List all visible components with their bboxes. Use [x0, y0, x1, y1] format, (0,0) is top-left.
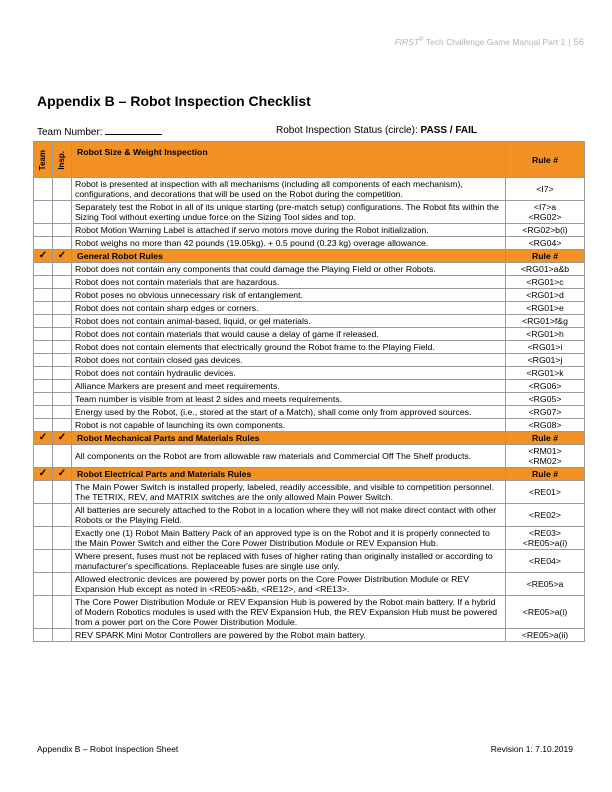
requirement-text: Robot does not contain animal-based, liquid, or gel materials.: [72, 315, 506, 328]
checklist-row: [34, 573, 585, 596]
insp-column-header: [53, 142, 72, 178]
rule-reference: <RG04>: [506, 237, 585, 250]
team-checkbox[interactable]: [34, 237, 53, 250]
requirement-text: Exactly one (1) Robot Main Battery Pack of an approved type is on the Robot and it is properly connected to the Main Power Switch and either the Core Power Distribution Module or REV Expansion Hub.: [72, 527, 506, 550]
checklist-row: [34, 380, 585, 393]
team-checkbox[interactable]: [34, 315, 53, 328]
rule-reference: <RG01>i: [506, 341, 585, 354]
section-title: Robot Size & Weight Inspection: [72, 142, 506, 178]
team-checkbox[interactable]: [34, 527, 53, 550]
team-checkbox[interactable]: [34, 445, 53, 468]
checklist-row: [34, 504, 585, 527]
checklist-row: [34, 276, 585, 289]
rule-reference: <RG06>: [506, 380, 585, 393]
team-checkbox[interactable]: [34, 380, 53, 393]
checklist-row: [34, 354, 585, 367]
rule-reference: <RE04>: [506, 550, 585, 573]
requirement-text: Robot Motion Warning Label is attached if servo motors move during the Robot initialization.: [72, 224, 506, 237]
insp-checkbox[interactable]: [53, 629, 72, 642]
rule-reference: <RG01>k: [506, 367, 585, 380]
requirement-text: All components on the Robot are from allowable raw materials and Commercial Off The Shelf products.: [72, 445, 506, 468]
checklist-row: [34, 302, 585, 315]
rule-reference: <RG01>f&g: [506, 315, 585, 328]
insp-checkbox[interactable]: [53, 354, 72, 367]
insp-checkbox[interactable]: [53, 341, 72, 354]
status-pass: PASS: [420, 125, 448, 136]
team-checkbox[interactable]: [34, 289, 53, 302]
checklist-row: [34, 393, 585, 406]
team-checkbox[interactable]: [34, 550, 53, 573]
team-number-label: Team Number:: [37, 127, 103, 138]
section-header: [34, 250, 585, 263]
inspection-status: [276, 125, 477, 136]
registered-mark: ®: [419, 37, 424, 44]
rule-reference: <RG01>d: [506, 289, 585, 302]
rule-reference: <RG01>j: [506, 354, 585, 367]
rule-reference: <RE05>a(ii): [506, 629, 585, 642]
requirement-text: REV SPARK Mini Motor Controllers are powered by the Robot main battery.: [72, 629, 506, 642]
team-checkbox[interactable]: [34, 178, 53, 201]
section-title: General Robot Rules: [72, 250, 506, 263]
rule-reference: <RE05>a: [506, 573, 585, 596]
insp-checkbox[interactable]: [53, 315, 72, 328]
section-header: [34, 468, 585, 481]
section-header: [34, 432, 585, 445]
checklist-row: [34, 481, 585, 504]
insp-checkbox[interactable]: [53, 201, 72, 224]
team-checkbox[interactable]: [34, 393, 53, 406]
team-checkbox[interactable]: [34, 276, 53, 289]
team-checkbox[interactable]: [34, 573, 53, 596]
checklist-row: [34, 178, 585, 201]
footer-document-name: Appendix B – Robot Inspection Sheet: [37, 744, 179, 754]
requirement-text: Energy used by the Robot, (i.e., stored at the start of a Match), shall come only from approved sources.: [72, 406, 506, 419]
insp-checkbox[interactable]: [53, 419, 72, 432]
insp-column-label: Insp.: [57, 150, 66, 170]
insp-checkbox[interactable]: [53, 550, 72, 573]
insp-checkbox[interactable]: [53, 504, 72, 527]
requirement-text: The Main Power Switch is installed properly, labeled, readily accessible, and visible to competition personnel. The TETRIX, REV, and MATRIX switches are the only allowed Main Power Switch.: [72, 481, 506, 504]
rule-reference: <RE03> <RE05>a(i): [506, 527, 585, 550]
insp-checkbox[interactable]: [53, 481, 72, 504]
checklist-row: [34, 367, 585, 380]
insp-checkbox[interactable]: [53, 178, 72, 201]
status-fail: FAIL: [455, 125, 478, 136]
checklist-row: [34, 550, 585, 573]
insp-check-mark: ✓: [53, 432, 72, 445]
team-checkbox[interactable]: [34, 419, 53, 432]
requirement-text: Robot weighs no more than 42 pounds (19.05kg). + 0.5 pound (0.23 kg) overage allowance.: [72, 237, 506, 250]
team-checkbox[interactable]: [34, 302, 53, 315]
rule-reference: <I7>a <RG02>: [506, 201, 585, 224]
header-separator: |: [568, 37, 571, 47]
rule-column-header: Rule #: [506, 468, 585, 481]
checklist-row: [34, 289, 585, 302]
checklist-row: [34, 237, 585, 250]
team-checkbox[interactable]: [34, 406, 53, 419]
team-checkbox[interactable]: [34, 341, 53, 354]
checklist-row: [34, 419, 585, 432]
requirement-text: Robot does not contain elements that electrically ground the Robot frame to the Playing Field.: [72, 341, 506, 354]
requirement-text: All batteries are securely attached to the Robot in a location where they will not make direct contact with other Robots or the Playing Field.: [72, 504, 506, 527]
requirement-text: Separately test the Robot in all of its unique starting (pre-match setup) configurations. The Robot fits within the Sizing Tool without exerting undue force on the Sizing Tool sides and top.: [72, 201, 506, 224]
team-checkbox[interactable]: [34, 629, 53, 642]
team-checkbox[interactable]: [34, 481, 53, 504]
rule-reference: <RG07>: [506, 406, 585, 419]
requirement-text: Robot does not contain materials that would cause a delay of game if released.: [72, 328, 506, 341]
requirement-text: Robot does not contain sharp edges or corners.: [72, 302, 506, 315]
insp-check-mark: ✓: [53, 250, 72, 263]
rule-column-header: Rule #: [506, 142, 585, 178]
rule-column-header: Rule #: [506, 432, 585, 445]
team-column-label: Team: [38, 149, 47, 171]
checklist-row: [34, 629, 585, 642]
insp-checkbox[interactable]: [53, 527, 72, 550]
insp-checkbox[interactable]: [53, 276, 72, 289]
team-column-header: [34, 142, 53, 178]
requirement-text: Robot does not contain any components that could damage the Playing Field or other Robots.: [72, 263, 506, 276]
rule-reference: <RE02>: [506, 504, 585, 527]
team-checkbox[interactable]: [34, 504, 53, 527]
checklist-row: [34, 224, 585, 237]
team-number-field: [37, 125, 162, 138]
page-number: 56: [573, 37, 584, 48]
insp-checkbox[interactable]: [53, 393, 72, 406]
requirement-text: Robot does not contain hydraulic devices.: [72, 367, 506, 380]
section-title: Robot Electrical Parts and Materials Rules: [72, 468, 506, 481]
section-header: [34, 142, 585, 178]
requirement-text: The Core Power Distribution Module or REV Expansion Hub is powered by the Robot main battery. If a hybrid of Modern Robotics modules is used with the REV Expansion Hub, the REV Expansion Hub must be powered from a power port on the Core Power Distribution Module.: [72, 596, 506, 629]
requirement-text: Alliance Markers are present and meet requirements.: [72, 380, 506, 393]
rule-reference: <RG05>: [506, 393, 585, 406]
team-check-mark: ✓: [34, 250, 53, 263]
rule-reference: <RE05>a(i): [506, 596, 585, 629]
requirement-text: Robot poses no obvious unnecessary risk of entanglement.: [72, 289, 506, 302]
checklist-row: [34, 445, 585, 468]
inspection-checklist-table: [33, 141, 585, 642]
status-label: Robot Inspection Status (circle):: [276, 125, 418, 136]
status-slash: /: [449, 125, 453, 136]
rule-reference: <RG01>e: [506, 302, 585, 315]
rule-reference: <RG02>b(i): [506, 224, 585, 237]
checklist-row: [34, 527, 585, 550]
insp-checkbox[interactable]: [53, 367, 72, 380]
requirement-text: Robot is presented at inspection with all mechanisms (including all components of each mechanism), configurations, and decorations that will be used on the Robot during the competition.: [72, 178, 506, 201]
insp-checkbox[interactable]: [53, 289, 72, 302]
checklist-row: [34, 328, 585, 341]
page-title: Appendix B – Robot Inspection Checklist: [37, 93, 311, 109]
team-checkbox[interactable]: [34, 354, 53, 367]
team-number-blank: [105, 125, 162, 135]
team-checkbox[interactable]: [34, 596, 53, 629]
team-checkbox[interactable]: [34, 263, 53, 276]
rule-reference: <RE01>: [506, 481, 585, 504]
insp-checkbox[interactable]: [53, 596, 72, 629]
insp-checkbox[interactable]: [53, 302, 72, 315]
team-checkbox[interactable]: [34, 224, 53, 237]
section-title: Robot Mechanical Parts and Materials Rules: [72, 432, 506, 445]
insp-checkbox[interactable]: [53, 406, 72, 419]
insp-checkbox[interactable]: [53, 445, 72, 468]
team-checkbox[interactable]: [34, 367, 53, 380]
insp-checkbox[interactable]: [53, 328, 72, 341]
running-header: [395, 37, 584, 48]
rule-reference: <RG01>c: [506, 276, 585, 289]
checklist-row: [34, 263, 585, 276]
insp-checkbox[interactable]: [53, 380, 72, 393]
insp-checkbox[interactable]: [53, 263, 72, 276]
team-check-mark: ✓: [34, 432, 53, 445]
rule-column-header: Rule #: [506, 250, 585, 263]
manual-title: Tech Challenge Game Manual Part 1: [425, 37, 566, 47]
insp-checkbox[interactable]: [53, 237, 72, 250]
brand-name: FIRST: [394, 37, 420, 47]
insp-checkbox[interactable]: [53, 224, 72, 237]
insp-check-mark: ✓: [53, 468, 72, 481]
rule-reference: <I7>: [506, 178, 585, 201]
requirement-text: Robot does not contain closed gas devices.: [72, 354, 506, 367]
requirement-text: Where present, fuses must not be replaced with fuses of higher rating than originally installed or according to manufacturer's specifications. Replaceable fuses are single use only.: [72, 550, 506, 573]
checklist-row: [34, 315, 585, 328]
rule-reference: <RG01>a&b: [506, 263, 585, 276]
rule-reference: <RM01> <RM02>: [506, 445, 585, 468]
footer-revision: Revision 1: 7.10.2019: [490, 744, 573, 754]
team-checkbox[interactable]: [34, 201, 53, 224]
rule-reference: <RG08>: [506, 419, 585, 432]
requirement-text: Robot does not contain materials that are hazardous.: [72, 276, 506, 289]
requirement-text: Team number is visible from at least 2 sides and meets requirements.: [72, 393, 506, 406]
requirement-text: Allowed electronic devices are powered by power ports on the Core Power Distribution Module or REV Expansion Hub except as noted in <RE05>a&b, <RE12>, and <RE13>.: [72, 573, 506, 596]
requirement-text: Robot is not capable of launching its own components.: [72, 419, 506, 432]
checklist-row: [34, 406, 585, 419]
rule-reference: <RG01>h: [506, 328, 585, 341]
checklist-row: [34, 341, 585, 354]
insp-checkbox[interactable]: [53, 573, 72, 596]
checklist-row: [34, 596, 585, 629]
checklist-row: [34, 201, 585, 224]
team-checkbox[interactable]: [34, 328, 53, 341]
team-check-mark: ✓: [34, 468, 53, 481]
